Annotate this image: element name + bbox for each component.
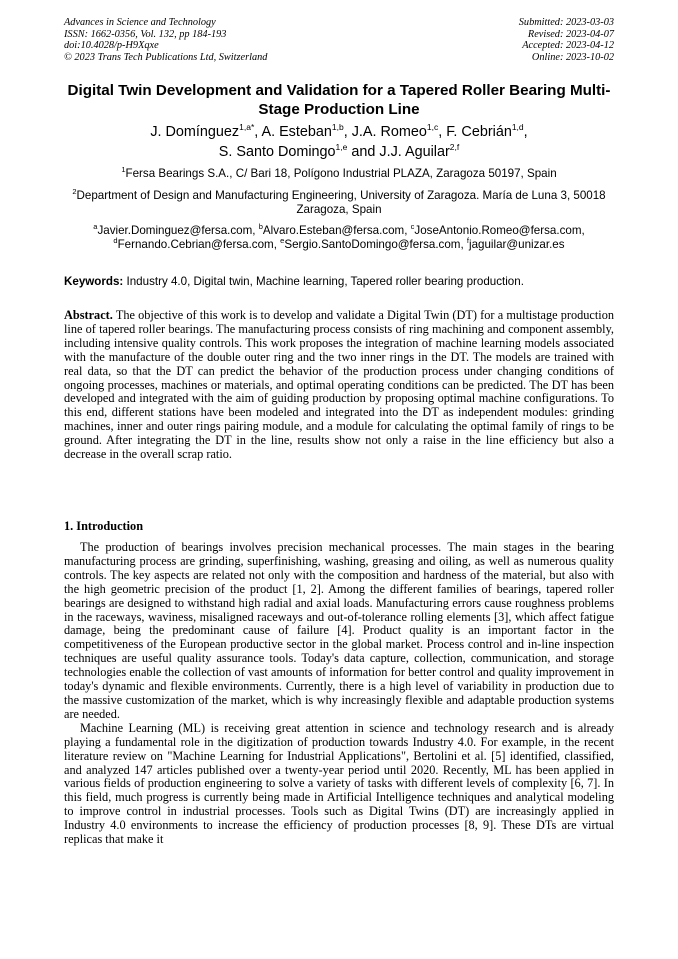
author-emails: $^a$Javier.Dominguez@fersa.com, $^b$Alvaro.Esteban@fersa.com, $^c$JoseAntonio.Romeo@fersa.com, $^d$Fernando.Cebrian@fersa.com, $^e$Sergio.SantoDomingo@fersa.com, $^f$jaguilar@unizar.es: [93, 222, 585, 252]
author: J. Domínguez$^{1,a*}$,: [150, 122, 262, 140]
email[interactable]: $^b$Alvaro.Esteban@fersa.com: [258, 222, 405, 237]
email[interactable]: $^d$Fernando.Cebrian@fersa.com: [113, 236, 274, 252]
abstract-label: Abstract.: [64, 308, 113, 322]
journal-header-right: [519, 17, 614, 63]
author: A. Esteban$^{1,b}$,: [261, 122, 352, 140]
author: J.J. Aguilar$^{2,f}$: [379, 141, 460, 160]
author-list: [60, 123, 618, 162]
journal-issn: ISSN: 1662-0356, Vol. 132, pp 184-193: [64, 28, 227, 40]
journal-doi: doi:10.4028/p-H9Xqxe: [64, 40, 159, 52]
paragraph: The production of bearings involves precision mechanical processes. The main stages in the bearing manufacturing process are grinding, superfinishing, washing, greasing and oiling, as well as numerous quality controls. The key aspects are related not only with the composition and hardness of the material, but also with the high geometric precision of the product [1, 2]. Among the different families of bearings, tapered roller bearings are designed to withstand high radial and axial loads. Manufacturing errors cause roughness problems in the raceways, waviness, misaligned raceways and out-of-tolerance rolling elements [3], which affect fatigue damage, being the predominant cause of failure [4]. Product quality is an important factor in the competitiveness of the European productive sector in the global market. Process control and in-line inspection techniques are useful quality assurance tools. Today's data capture, collection, communication, and storage technologies enable the collection of vast amounts of information for better control and quality improvement in today's dynamic and flexible environments. Currently, there is a high level of variability in production due to the massive customization of the market, which is why increasingly flexible and adaptable production systems are needed.: [64, 540, 614, 721]
section-heading: 1. Introduction: [64, 519, 144, 533]
email[interactable]: $^f$jaguilar@unizar.es: [466, 236, 565, 252]
keywords-text: Industry 4.0, Digital twin, Machine learning, Tapered roller bearing production.: [126, 275, 524, 288]
date-online: Online: 2023-10-02: [531, 51, 614, 63]
abstract: [64, 309, 614, 462]
author: J.A. Romeo$^{1,c}$,: [351, 122, 447, 140]
date-revised: Revised: 2023-04-07: [527, 28, 614, 40]
keywords: [64, 275, 614, 289]
journal-copyright: © 2023 Trans Tech Publications Ltd, Switzerland: [64, 51, 268, 63]
email[interactable]: $^a$Javier.Dominguez@fersa.com: [93, 222, 253, 237]
paragraph: Machine Learning (ML) is receiving great attention in science and technology research and is already playing a fundamental role in the digitization of production towards Industry 4.0. For example, in the recent literature review on "Machine Learning for Industrial Applications", Bertolini et al. [5] identified, classified, and analyzed 147 articles published over a twenty-year period until 2020. Recently, ML has been applied in various fields of production engineering to solve a variety of tasks with different levels of complexity [6, 7]. In this field, much progress is currently being made in Artificial Intelligence techniques and analytical modeling to improve control in industrial processes. Tools such as Digital Twins (DT) are increasingly applied in Industry 4.0 environments to increase the efficiency of production processes [8, 9]. These DTs are virtual replicas that make it: [64, 720, 614, 847]
affiliation-1: $^1$Fersa Bearings S.A., C/ Bari 18, Polígono Industrial PLAZA, Zaragoza 50197, Spain: [121, 165, 557, 180]
journal-name: Advances in Science and Technology: [64, 17, 216, 28]
author: S. Santo Domingo$^{1,e}$ and: [218, 141, 380, 160]
email[interactable]: $^c$JoseAntonio.Romeo@fersa.com: [410, 222, 582, 237]
keywords-label: Keywords:: [64, 275, 124, 288]
email[interactable]: $^e$Sergio.SantoDomingo@fersa.com: [280, 236, 461, 252]
journal-header-left: [64, 17, 267, 63]
affiliation-2: $^2$Department of Design and Manufacturing Engineering, University of Zaragoza. María de Luna 3, 50018 Zaragoza, Spain: [72, 187, 606, 217]
section-body: [64, 541, 614, 847]
author: F. Cebrián$^{1,d}$,: [446, 122, 528, 140]
abstract-text: The objective of this work is to develop and validate a Digital Twin (DT) for a multistage production line of tapered roller bearings. The manufacturing process consists of ring machining and component assembly, including intensive quality controls. This work proposes the integration of machine learning models associated with the manufacture of the double outer ring and the two inner rings in the DT. The models are trained with real data, so that the DT can predict the behavior of the production process under changing conditions of ongoing processes, machines or materials, and optimal operating conditions can be predicted. The DT has been developed and integrated with the aim of guiding production by proposing optimal machine configurations. To this end, different stations have been modeled and integrated into the DT as independent modules: grinding machines, inner and outer rings pairing module, and a module for calculating the optimal family of rings to be ground. After integrating the DT in the line, results show not only a raise in the line efficiency but also a decrease in the overall scrap ratio.: [64, 308, 615, 462]
date-accepted: Accepted: 2023-04-12: [522, 40, 614, 52]
paper-title: Digital Twin Development and Validation for a Tapered Roller Bearing Multi-Stage Production Line: [67, 82, 611, 118]
date-submitted: Submitted: 2023-03-03: [518, 17, 614, 28]
